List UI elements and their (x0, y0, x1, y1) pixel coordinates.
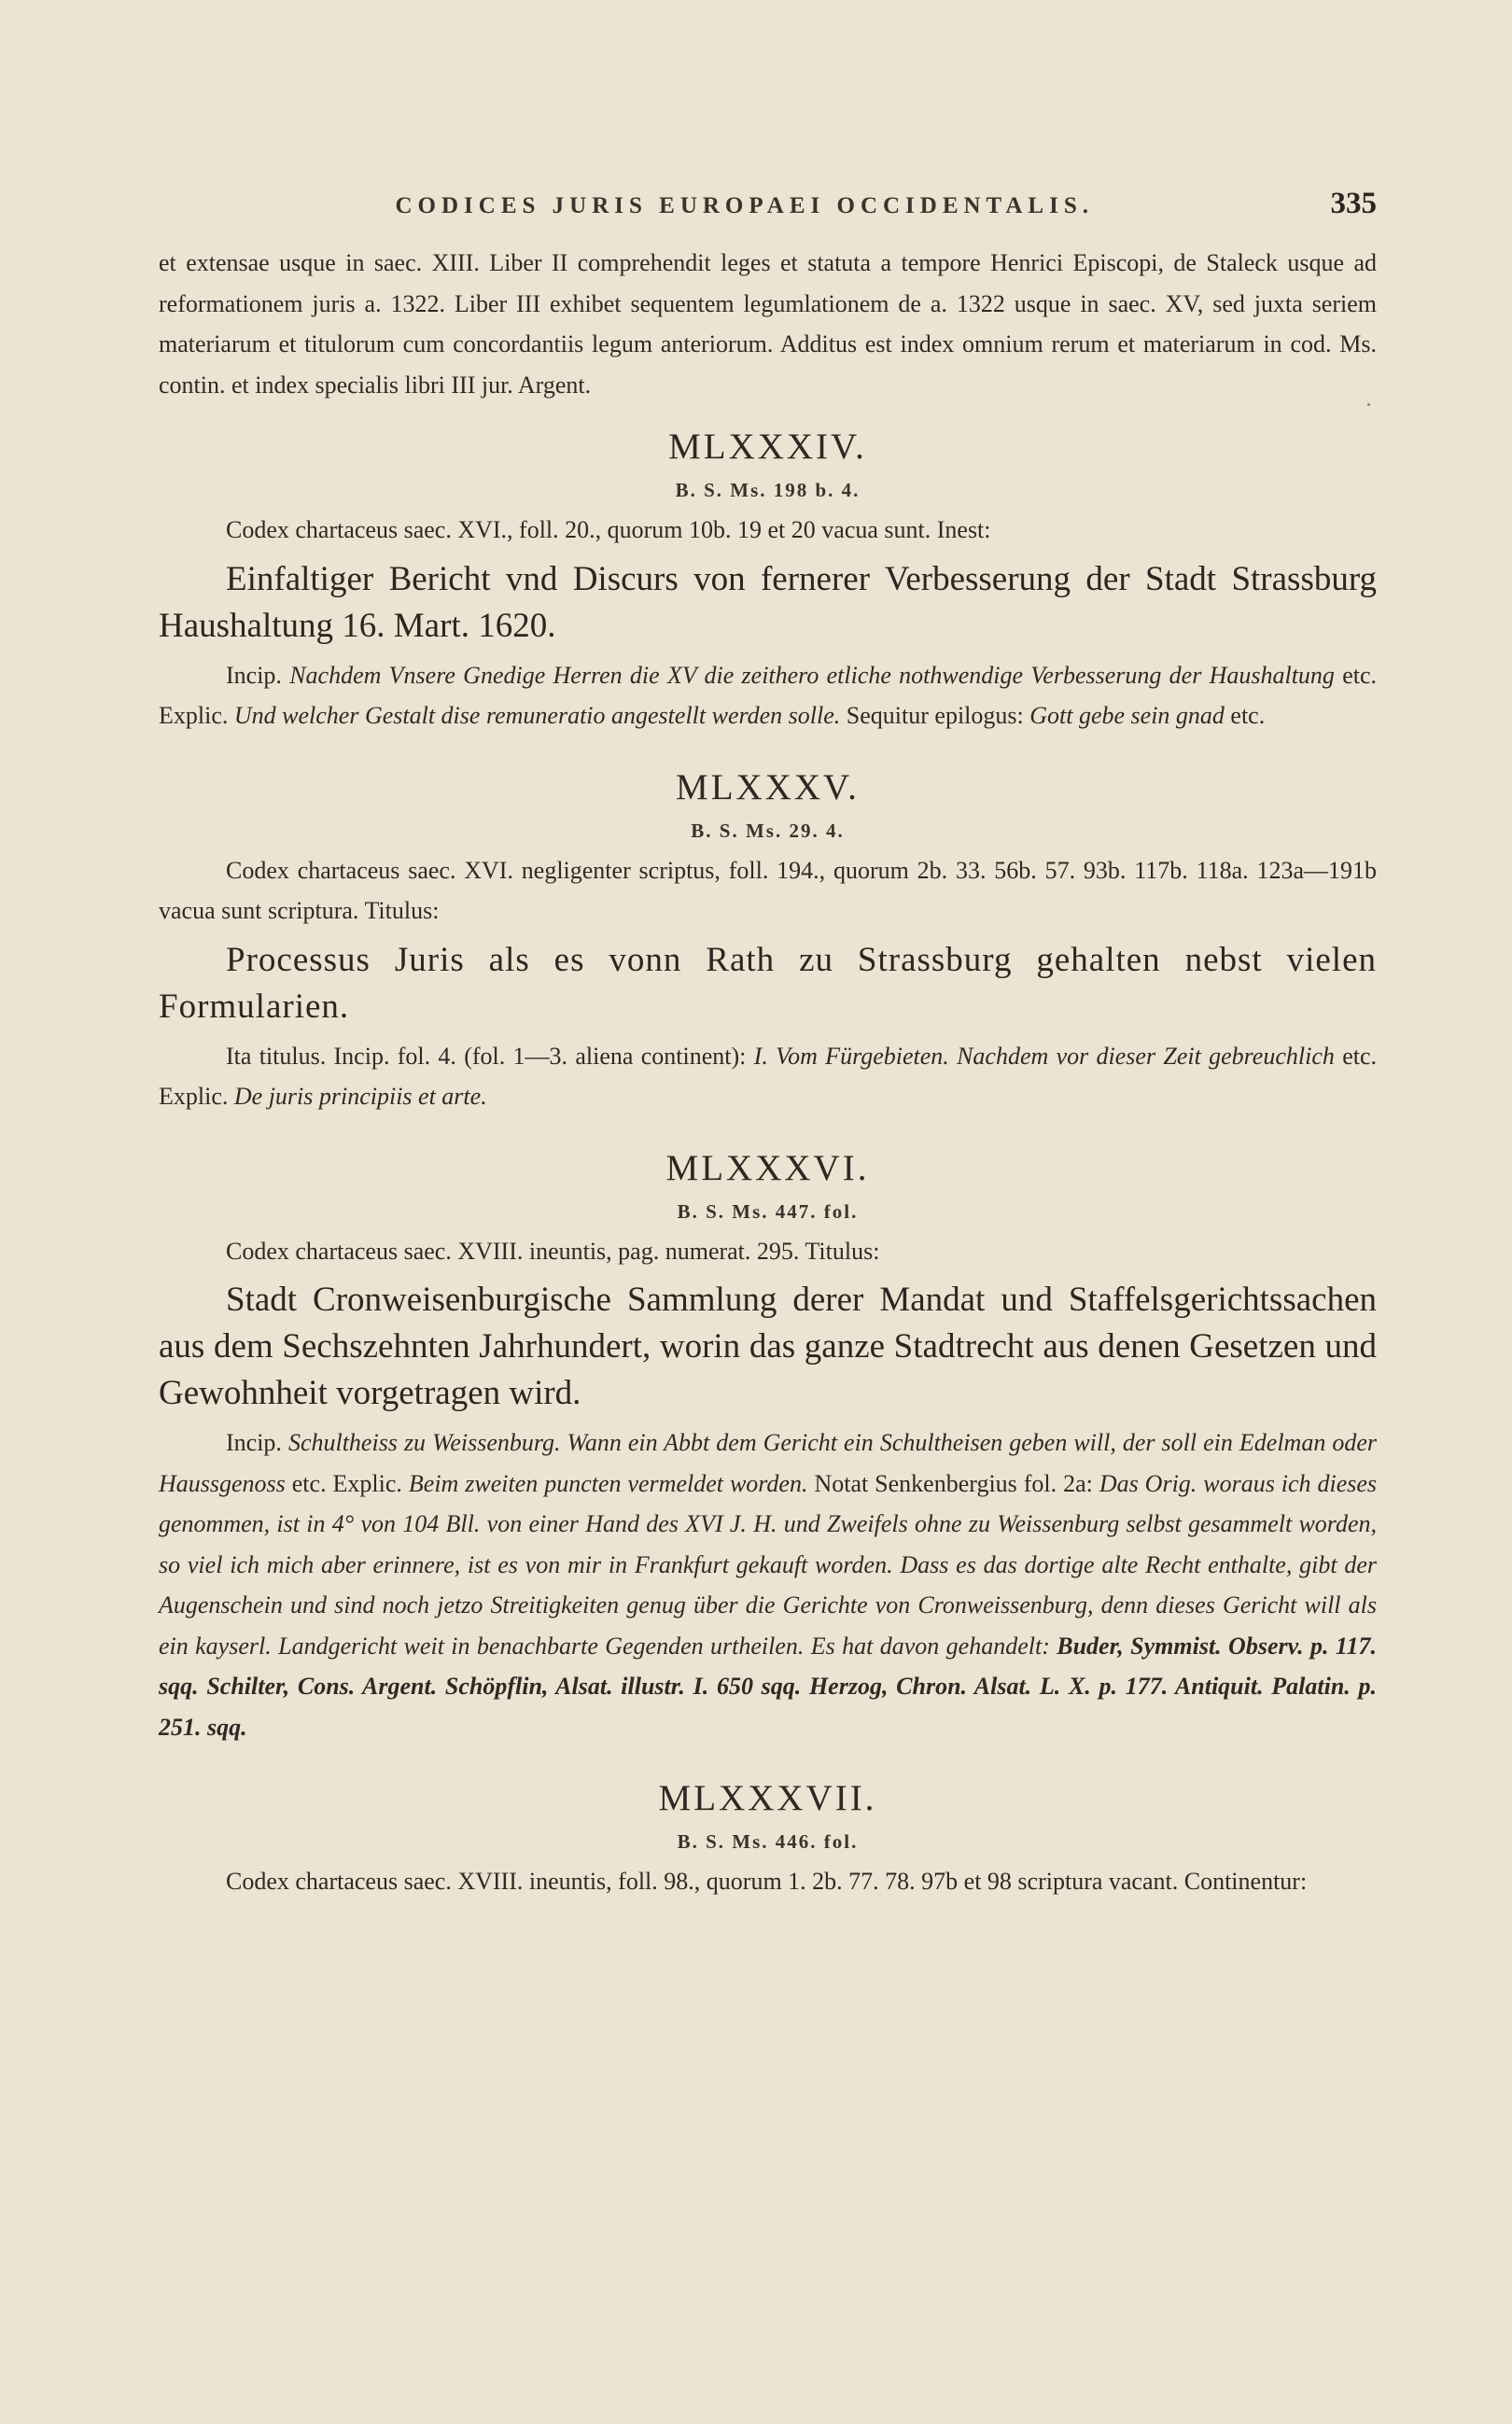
etc-text: etc. (1342, 1042, 1377, 1070)
incip-label: Incip. (226, 1429, 282, 1456)
titulus-text: Ita titulus. Incip. fol. 4. (fol. 1—3. aliena continent): (226, 1042, 747, 1070)
page-body (159, 243, 1377, 1902)
incipit-note (159, 1036, 1377, 1117)
etc-text: etc. (291, 1469, 327, 1497)
codex-description: Codex chartaceus saec. XVI. negligenter scriptus, foll. 194., quorum 2b. 33. 56b. 57. 93b. 117b. 118a. 123a—191b vacua sunt scriptura. Titulus: (159, 856, 1377, 924)
explicit-text: Beim zweiten puncten vermeldet worden. (408, 1469, 808, 1497)
incipit-text: Schultheiss zu Weissenburg. Wann ein Abbt dem Gericht ein Schultheisen geben will, der soll ein Edelman oder Haussgenoss (159, 1429, 1377, 1497)
references-text: Buder, Symmist. Observ. p. 117. sqq. Schilter, Cons. Argent. Schöpflin, Alsat. illustr. I. 650 sqq. Herzog, Chron. Alsat. L. X. p. 177. Antiquit. Palatin. p. 251. sqq. (159, 1632, 1378, 1741)
notat-text: Notat Senkenbergius fol. 2a: (814, 1469, 1093, 1497)
codex-description: Codex chartaceus saec. XVIII. ineuntis, foll. 98., quorum 1. 2b. 77. 78. 97b et 98 scriptura vacant. Continentur: (226, 1868, 1308, 1895)
running-head (159, 187, 1377, 221)
incipit-text: Nachdem Vnsere Gnedige Herren die XV die zeithero etliche nothwendige Verbesserung der Haushaltung (289, 661, 1335, 689)
incipit-note (159, 1422, 1377, 1747)
explic-label: Explic. (332, 1469, 402, 1497)
page-number: 335 (1330, 187, 1377, 220)
epilogue-text: Gott gebe sein gnad (1029, 702, 1225, 729)
german-title: Einfaltiger Bericht vnd Discurs von fernerer Verbesserung der Stadt Strassburg Haushaltung 16. Mart. 1620. (159, 559, 1377, 645)
shelfmark: B. S. Ms. 447. fol. (677, 1199, 859, 1223)
explic-label: Explic. (159, 1083, 229, 1110)
incipit-text: I. Vom Fürgebieten. Nachdem vor dieser Zeit gebreuchlich (753, 1042, 1335, 1070)
explicit-text: De juris principiis et arte. (233, 1083, 487, 1110)
entry-number: MLXXXVI. (665, 1147, 870, 1188)
shelfmark: B. S. Ms. 29. 4. (691, 819, 845, 842)
entry-number: MLXXXV. (676, 766, 860, 807)
etc-text: etc. (1342, 661, 1378, 689)
shelfmark: B. S. Ms. 446. fol. (677, 1830, 859, 1853)
incipit-note (159, 655, 1377, 736)
incip-label: Incip. (226, 661, 282, 689)
senkenberg-quote: Das Orig. woraus ich dieses genommen, ist in 4° von 104 Bll. von einer Hand des XVI J. H. und Zweifels ohne zu Weissenburg selbst gesammelt worden, so viel ich mich aber erinnere, ist es von mir in Frankfurt gekauft worden. Dass es das dortige alte Recht enthalte, gibt der Augenschein und sind noch jetzo Streitigkeiten genug über die Gerichte von Cronweissenburg, denn dieses Gericht will als ein kayserl. Landgericht weit in benachbarte Gegenden urtheilen. Es hat davon gehandelt: (159, 1469, 1378, 1660)
german-title: Processus Juris als es vonn Rath zu Strassburg gehalten nebst vielen Formularien. (159, 940, 1377, 1026)
codex-description: Codex chartaceus saec. XVI., foll. 20., quorum 10b. 19 et 20 vacua sunt. Inest: (226, 516, 991, 543)
codex-description: Codex chartaceus saec. XVIII. ineuntis, pag. numerat. 295. Titulus: (226, 1237, 880, 1265)
german-title: Stadt Cronweisenburgische Sammlung derer Mandat und Staffelsgerichtssachen aus dem Sechszehnten Jahrhundert, worin das ganze Stadtrecht aus denen Gesetzen und Gewohnheit vorgetragen wird. (159, 1281, 1377, 1412)
shelfmark: B. S. Ms. 198 b. 4. (675, 479, 861, 501)
explicit-text: Und welcher Gestalt dise remuneratio angestellt werden solle. (233, 702, 841, 729)
intro-paragraph: et extensae usque in saec. XIII. Liber II comprehendit leges et statuta a tempore Henrici Episcopi, de Staleck usque ad reformationem juris a. 1322. Liber III exhibet sequentem legumlationem de a. 1322 usque in saec. XV, sed juxta seriem materiarum et titulorum cum concordantiis legum anteriorum. Additus est index omnium rerum et materiarum in cod. Ms. contin. et index specialis libri III jur. Argent. (159, 249, 1377, 399)
entry-number: MLXXXVII. (658, 1778, 877, 1818)
explic-label: Explic. (159, 702, 229, 729)
sequitur-text: Sequitur epilogus: (846, 702, 1024, 729)
etc-text: etc. (1230, 702, 1266, 729)
running-title: CODICES JURIS EUROPAEI OCCIDENTALIS. (395, 193, 1094, 218)
entry-number: MLXXXIV. (668, 427, 867, 467)
